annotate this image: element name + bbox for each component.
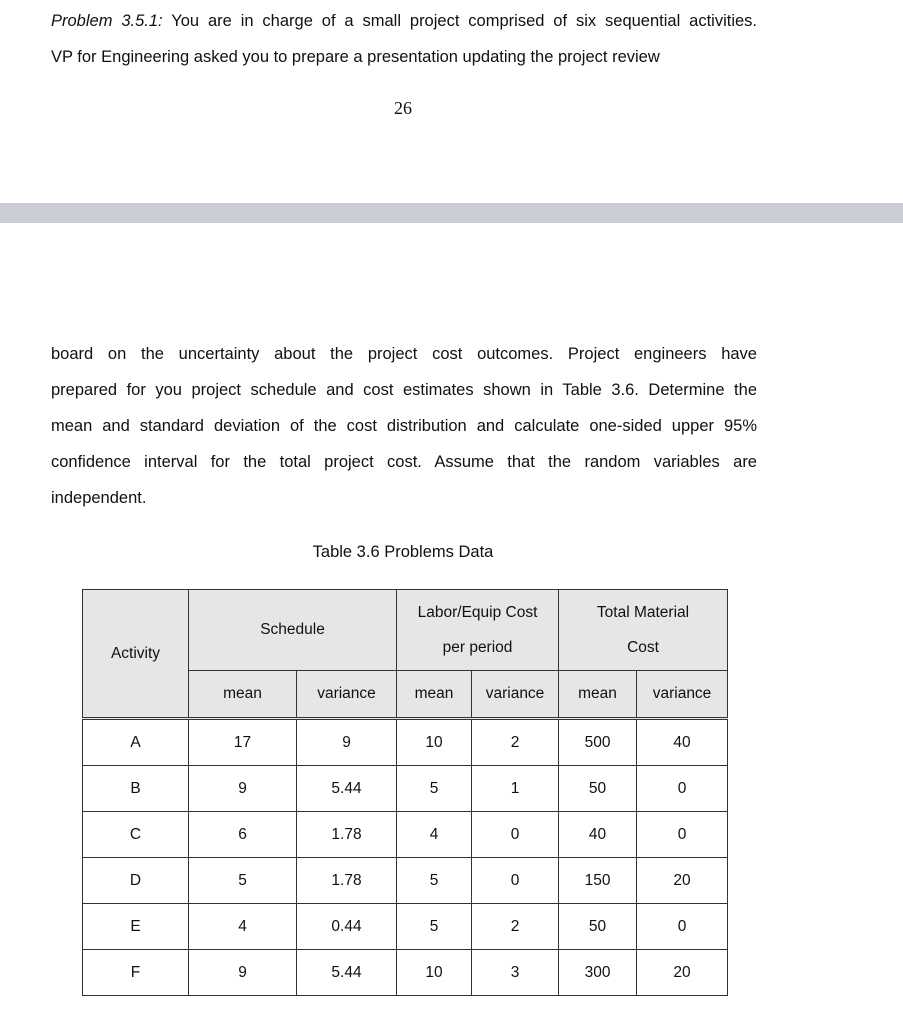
subheader-material-mean: mean: [559, 671, 637, 719]
table-cell: 20: [637, 950, 728, 996]
table-cell: 5: [397, 858, 472, 904]
table-cell: 1: [472, 766, 559, 812]
table-cell: 17: [189, 719, 297, 766]
table-cell: 5.44: [297, 950, 397, 996]
table-cell: 5: [397, 904, 472, 950]
table-cell: 4: [189, 904, 297, 950]
text-line: prepared for you project schedule and cost estimates shown in Table 3.6. Determine the: [51, 381, 757, 399]
header-schedule: Schedule: [189, 590, 397, 671]
table-cell: 0.44: [297, 904, 397, 950]
activity-cell: A: [83, 719, 189, 766]
table-cell: 10: [397, 950, 472, 996]
table-cell: 1.78: [297, 858, 397, 904]
text-line: independent.: [51, 489, 147, 507]
table-row: [83, 858, 728, 904]
header-line: per period: [442, 639, 513, 656]
table-row: [83, 719, 728, 766]
table-cell: 9: [189, 950, 297, 996]
table-cell: 50: [559, 904, 637, 950]
table-cell: 500: [559, 719, 637, 766]
table-cell: 9: [297, 719, 397, 766]
header-activity: Activity: [83, 590, 189, 719]
table-cell: 0: [637, 904, 728, 950]
table-cell: 6: [189, 812, 297, 858]
table-cell: 1.78: [297, 812, 397, 858]
table-cell: 2: [472, 719, 559, 766]
table-cell: 5: [397, 766, 472, 812]
header-total-material-cost: [559, 590, 728, 671]
table-caption: Table 3.6 Problems Data: [312, 543, 494, 561]
text-line: board on the uncertainty about the project cost outcomes. Project engineers have: [51, 345, 757, 363]
table-cell: 9: [189, 766, 297, 812]
table-cell: 5: [189, 858, 297, 904]
table-cell: 0: [472, 812, 559, 858]
table-cell: 0: [472, 858, 559, 904]
table-cell: 300: [559, 950, 637, 996]
page-number: 26: [394, 98, 412, 118]
table-cell: 50: [559, 766, 637, 812]
table-cell: 0: [637, 766, 728, 812]
subheader-labor-mean: mean: [397, 671, 472, 719]
page-break-divider: [0, 203, 903, 223]
subheader-material-variance: variance: [637, 671, 728, 719]
problem-data-table: [82, 589, 728, 996]
activity-cell: F: [83, 950, 189, 996]
table-row: [83, 766, 728, 812]
subheader-schedule-mean: mean: [189, 671, 297, 719]
activity-cell: E: [83, 904, 189, 950]
table-row: [83, 812, 728, 858]
subheader-labor-variance: variance: [472, 671, 559, 719]
problem-statement-part2: [51, 336, 757, 516]
activity-cell: C: [83, 812, 189, 858]
activity-cell: B: [83, 766, 189, 812]
header-line: Total Material: [596, 604, 690, 621]
table-cell: 150: [559, 858, 637, 904]
text-line: [51, 3, 757, 39]
header-labor-equip-cost: [397, 590, 559, 671]
table-cell: 40: [559, 812, 637, 858]
problem-label: Problem 3.5.1:: [51, 12, 163, 30]
problem-text: You are in charge of a small project comprised of six sequential activities.: [162, 12, 757, 30]
problem-statement-part1: [51, 3, 757, 75]
activity-cell: D: [83, 858, 189, 904]
table-cell: 10: [397, 719, 472, 766]
table-row: [83, 904, 728, 950]
header-line: Labor/Equip Cost: [417, 604, 538, 621]
text-line: confidence interval for the total project cost. Assume that the random variables are: [51, 453, 757, 471]
table-cell: 40: [637, 719, 728, 766]
table-cell: 0: [637, 812, 728, 858]
table-cell: 3: [472, 950, 559, 996]
table-cell: 4: [397, 812, 472, 858]
table-cell: 20: [637, 858, 728, 904]
text-line: mean and standard deviation of the cost distribution and calculate one-sided upper 95%: [51, 417, 757, 435]
text-line: VP for Engineering asked you to prepare a presentation updating the project review: [51, 48, 660, 66]
table-cell: 2: [472, 904, 559, 950]
table-row: [83, 950, 728, 996]
header-line: Cost: [627, 639, 659, 656]
subheader-schedule-variance: variance: [297, 671, 397, 719]
table-cell: 5.44: [297, 766, 397, 812]
